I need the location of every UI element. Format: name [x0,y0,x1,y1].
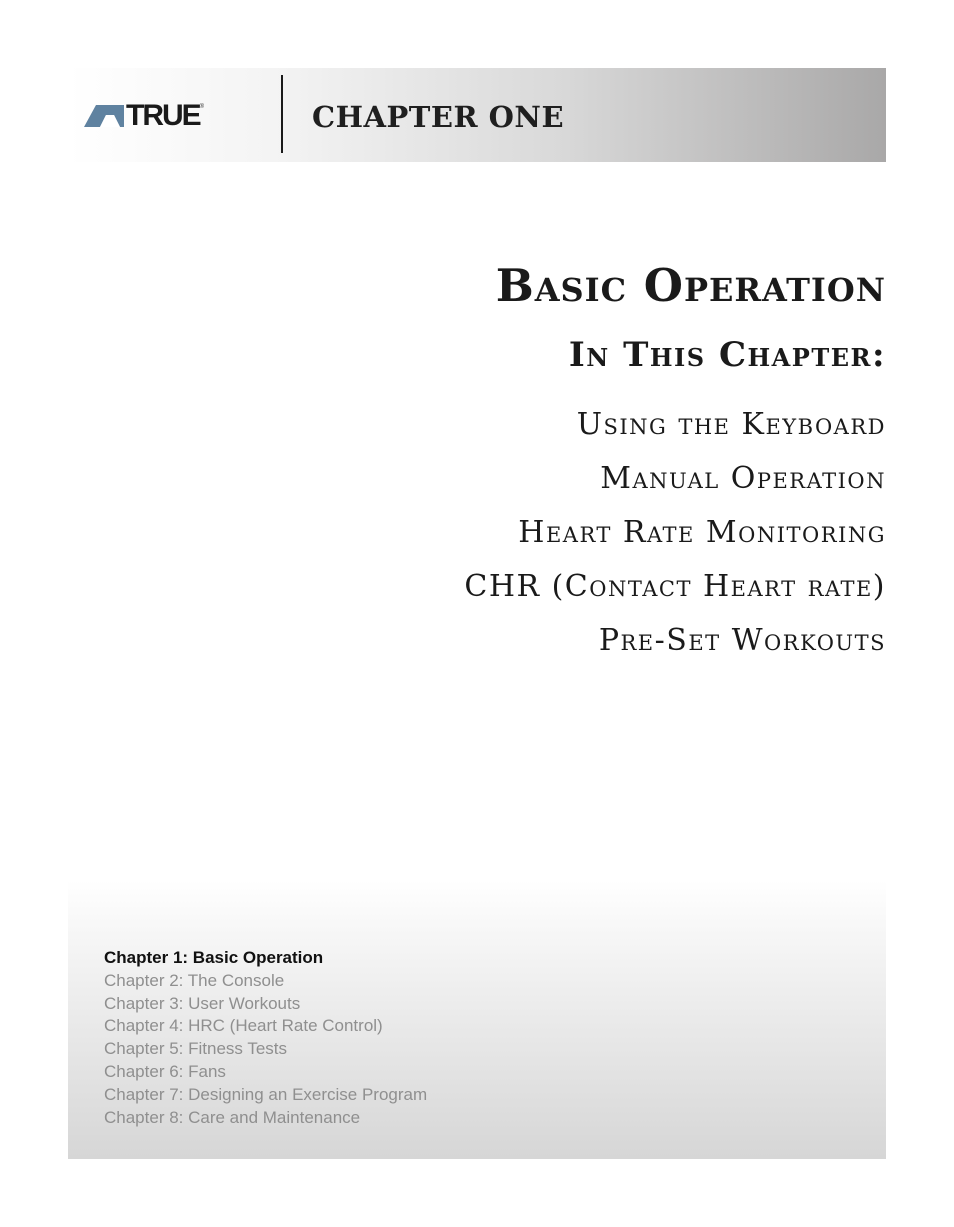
toc-item: Chapter 3: User Workouts [104,993,301,1013]
topic-list [464,398,886,668]
toc-item: Chapter 4: HRC (Heart Rate Control) [104,1016,383,1036]
topic-item: Pre-Set Workouts [598,623,886,658]
page-title: Basic Operation [495,259,886,312]
true-logo [84,100,204,132]
logo-trademark: ® [199,104,205,110]
true-logo-swoosh-icon [84,105,124,127]
toc-item: Chapter 7: Designing an Exercise Program [104,1084,428,1104]
toc-item: Chapter 5: Fitness Tests [104,1039,287,1059]
chapter-label: CHAPTER ONE [312,100,565,134]
toc-item-current: Chapter 1: Basic Operation [104,948,324,967]
chapter-subtitle: In This Chapter: [568,335,886,375]
title-block [464,258,886,668]
toc-item: Chapter 8: Care and Maintenance [104,1107,361,1127]
chapter-toc [104,947,427,1129]
topic-item: Manual Operation [600,461,886,496]
topic-item: CHR (Contact Heart rate) [464,569,886,604]
header-divider [281,75,283,153]
topic-item: Heart Rate Monitoring [518,515,886,550]
logo-wordmark: TRUE [126,99,200,132]
topic-item: Using the Keyboard [576,407,886,442]
toc-item: Chapter 6: Fans [104,1061,226,1081]
toc-item: Chapter 2: The Console [104,970,285,990]
